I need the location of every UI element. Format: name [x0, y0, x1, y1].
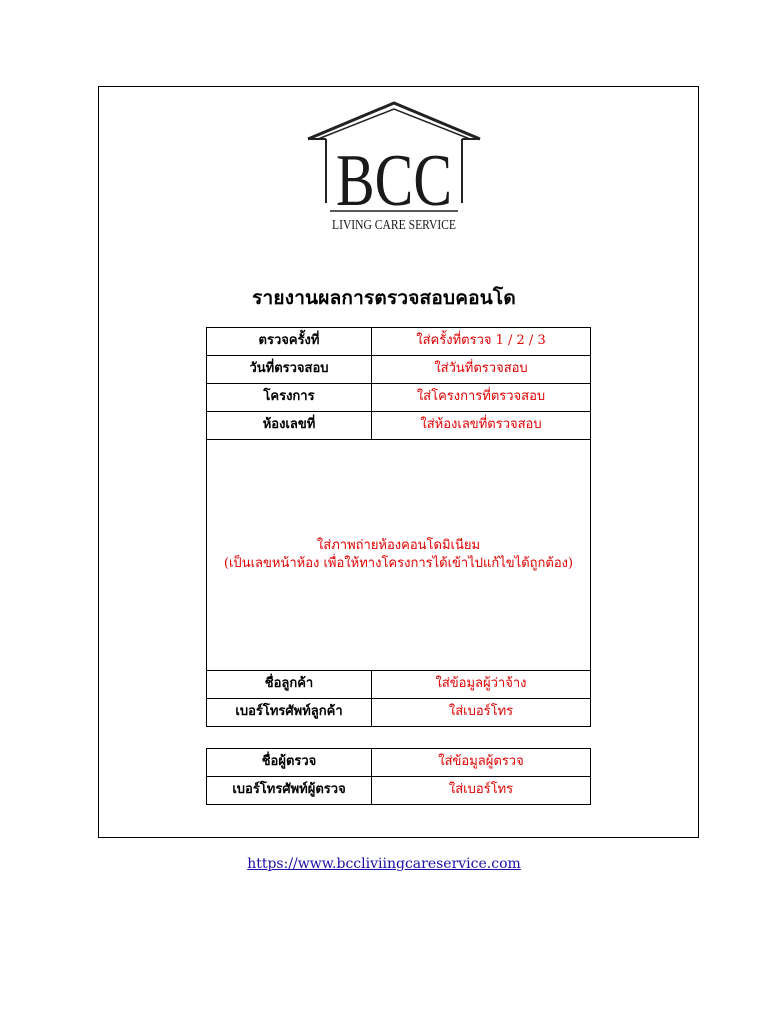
- table-row: [207, 328, 591, 356]
- customer-phone-label: เบอร์โทรศัพท์ลูกค้า: [207, 699, 372, 727]
- customer-phone-value: ใส่เบอร์โทร: [372, 699, 591, 727]
- table-row: [207, 777, 591, 805]
- customer-name-value: ใส่ข้อมูลผู้ว่าจ้าง: [372, 671, 591, 699]
- logo-brand-text: BCC: [336, 140, 452, 222]
- inspector-phone-value: ใส่เบอร์โทร: [372, 777, 591, 805]
- report-title: รายงานผลการตรวจสอบคอนโด: [252, 287, 516, 309]
- table-row: [207, 384, 591, 412]
- table-row: [207, 671, 591, 699]
- inspector-name-value: ใส่ข้อมูลผู้ตรวจ: [372, 749, 591, 777]
- room-number-value: ใส่ห้องเลขที่ตรวจสอบ: [372, 412, 591, 440]
- project-value: ใส่โครงการที่ตรวจสอบ: [372, 384, 591, 412]
- photo-note: (เป็นเลขหน้าห้อง เพื่อให้ทางโครงการได้เข้าไปแก้ไขได้ถูกต้อง): [223, 556, 574, 571]
- visit-number-value: ใส่ครั้งที่ตรวจ 1 / 2 / 3: [372, 328, 591, 356]
- photo-row: [207, 440, 591, 671]
- visit-number-label: ตรวจครั้งที่: [207, 328, 372, 356]
- details-table: [206, 327, 591, 727]
- photo-placeholder: [207, 440, 591, 671]
- photo-instruction: ใส่ภาพถ่ายห้องคอนโดมิเนียม: [316, 538, 481, 554]
- inspection-date-label: วันที่ตรวจสอบ: [207, 356, 372, 384]
- logo-tagline-text: LIVING CARE SERVICE: [332, 218, 456, 233]
- table-row: [207, 356, 591, 384]
- customer-name-label: ชื่อลูกค้า: [207, 671, 372, 699]
- project-label: โครงการ: [207, 384, 372, 412]
- inspector-table: [206, 748, 591, 805]
- table-row: [207, 749, 591, 777]
- bcc-logo: [304, 99, 484, 239]
- room-number-label: ห้องเลขที่: [207, 412, 372, 440]
- table-row: [207, 699, 591, 727]
- inspector-phone-label: เบอร์โทรศัพท์ผู้ตรวจ: [207, 777, 372, 805]
- inspection-date-value: ใส่วันที่ตรวจสอบ: [372, 356, 591, 384]
- inspector-name-label: ชื่อผู้ตรวจ: [207, 749, 372, 777]
- table-row: [207, 412, 591, 440]
- website-link[interactable]: https://www.bccliviingcareservice.com: [247, 856, 521, 872]
